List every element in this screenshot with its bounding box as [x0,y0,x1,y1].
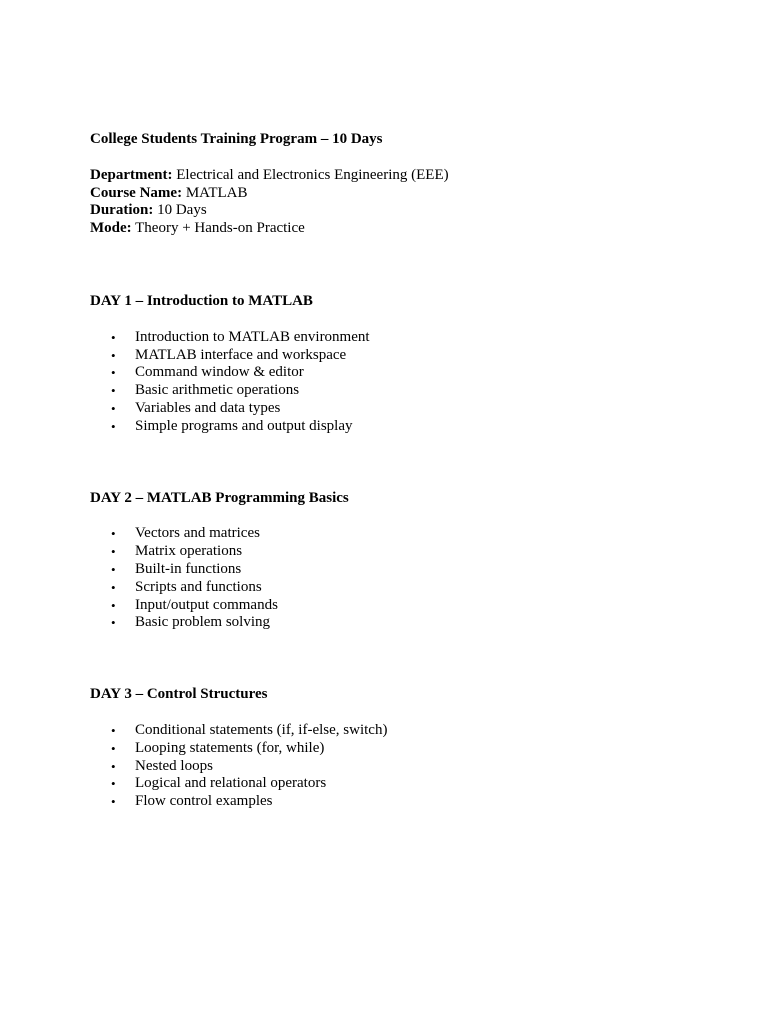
day-2-heading: DAY 2 – MATLAB Programming Basics [90,489,349,506]
day-1-heading: DAY 1 – Introduction to MATLAB [90,292,313,309]
day-1-section [90,293,690,436]
bullet-icon: • [111,329,116,345]
list-item [90,722,690,740]
day-2-topic-list [90,525,690,632]
topic-text: Scripts and functions [135,578,262,595]
list-item [90,597,690,615]
list-item [90,382,690,400]
mode-row [90,220,690,238]
topic-text: Simple programs and output display [135,417,353,434]
bullet-icon: • [111,615,116,631]
list-item [90,418,690,436]
list-item [90,579,690,597]
topic-text: Introduction to MATLAB environment [135,328,370,345]
bullet-icon: • [111,722,116,738]
list-item [90,561,690,579]
topic-text: Basic arithmetic operations [135,382,300,399]
course-name-row [90,185,690,203]
list-item [90,364,690,382]
course-name-label: Course Name: [90,184,183,201]
day-3-topic-list [90,722,690,811]
topic-text: Nested loops [135,757,213,774]
bullet-icon: • [111,383,116,399]
topic-text: Built-in functions [135,560,242,577]
day-3-heading: DAY 3 – Control Structures [90,686,268,703]
department-value: Electrical and Electronics Engineering (EEE) [176,166,449,183]
topic-text: Conditional statements (if, if-else, switch) [135,721,388,738]
bullet-icon: • [111,776,116,792]
day-1-topic-list [90,329,690,436]
course-details [90,167,690,238]
department-row [90,167,690,185]
duration-label: Duration: [90,202,154,219]
bullet-icon: • [111,794,116,810]
department-label: Department: [90,166,173,183]
bullet-icon: • [111,597,116,613]
list-item [90,543,690,561]
list-item [90,347,690,365]
list-item [90,775,690,793]
document-title: College Students Training Program – 10 Days [90,131,383,147]
bullet-icon: • [111,418,116,434]
topic-text: Input/output commands [135,596,278,613]
list-item [90,329,690,347]
topic-text: Variables and data types [135,399,281,416]
bullet-icon: • [111,758,116,774]
day-3-section [90,686,690,811]
bullet-icon: • [111,544,116,560]
topic-text: Logical and relational operators [135,775,327,792]
topic-text: Basic problem solving [135,614,270,631]
list-item [90,614,690,632]
bullet-icon: • [111,365,116,381]
topic-text: Flow control examples [135,793,273,810]
bullet-icon: • [111,400,116,416]
duration-row [90,202,690,220]
topic-text: Vectors and matrices [135,525,260,542]
list-item [90,740,690,758]
topic-text: Command window & editor [135,364,304,381]
bullet-icon: • [111,740,116,756]
list-item [90,525,690,543]
topic-text: MATLAB interface and workspace [135,346,347,363]
document-page [90,131,690,811]
course-name-value: MATLAB [185,184,248,201]
day-2-section [90,490,690,633]
topic-text: Matrix operations [135,543,243,560]
bullet-icon: • [111,561,116,577]
list-item [90,758,690,776]
bullet-icon: • [111,579,116,595]
mode-value: Theory + Hands-on Practice [135,220,305,237]
bullet-icon: • [111,347,116,363]
list-item [90,793,690,811]
mode-label: Mode: [90,220,132,237]
list-item [90,400,690,418]
topic-text: Looping statements (for, while) [135,739,325,756]
bullet-icon: • [111,526,116,542]
duration-value: 10 Days [157,202,207,219]
